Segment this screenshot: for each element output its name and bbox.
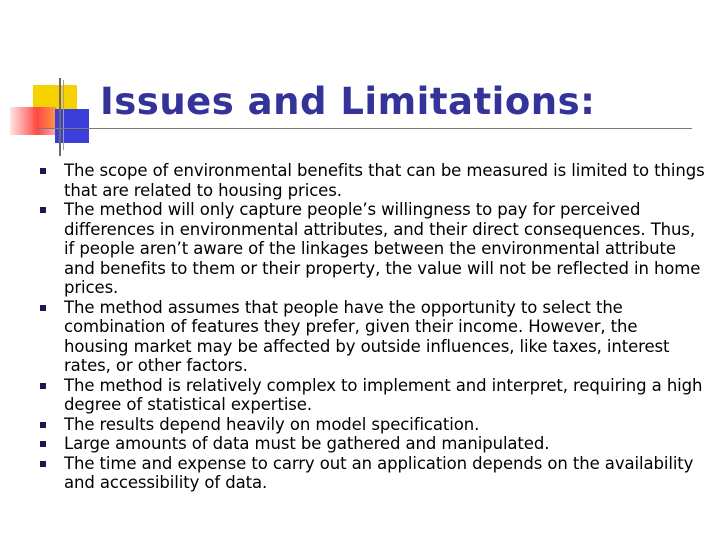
title-divider xyxy=(36,128,692,129)
list-item xyxy=(40,454,705,493)
square-bullet-icon xyxy=(40,461,46,467)
square-bullet-icon xyxy=(40,168,46,174)
logo-red-square xyxy=(10,107,56,135)
square-bullet-icon xyxy=(40,383,46,389)
bullet-text: The time and expense to carry out an application depends on the availability and accessibility of data. xyxy=(64,453,694,492)
bullet-text: The method is relatively complex to implement and interpret, requiring a high degree of statistical expertise. xyxy=(64,375,703,414)
list-item xyxy=(40,376,705,415)
list-item xyxy=(40,200,705,298)
bullet-text: Large amounts of data must be gathered and manipulated. xyxy=(64,434,550,453)
square-bullet-icon xyxy=(40,207,46,213)
list-item xyxy=(40,434,705,454)
bullet-text: The method will only capture people’s willingness to pay for perceived differences in environmental attributes, and their direct consequences. Thus, if people aren’t aware of the linkages between the environmental attribute and benefits to them or their property, the value will not be reflected in home prices. xyxy=(64,200,701,297)
slide-title: Issues and Limitations: xyxy=(100,80,596,123)
bullet-text: The results depend heavily on model specification. xyxy=(64,414,480,434)
square-bullet-icon xyxy=(40,422,46,428)
bullet-text: The method assumes that people have the opportunity to select the combination of features they prefer, given their income. However, the housing market may be affected by outside influences, like taxes, interest rates, or other factors. xyxy=(64,297,670,375)
square-bullet-icon xyxy=(40,441,46,447)
list-item xyxy=(40,161,705,200)
square-bullet-icon xyxy=(40,305,46,311)
logo-vertical-line xyxy=(59,78,61,156)
list-item xyxy=(40,415,705,435)
list-item xyxy=(40,298,705,376)
logo-vertical-line-secondary xyxy=(63,80,64,150)
bullet-text: The scope of environmental benefits that can be measured is limited to things that are related to housing prices. xyxy=(64,161,705,200)
bullet-list xyxy=(40,161,705,493)
